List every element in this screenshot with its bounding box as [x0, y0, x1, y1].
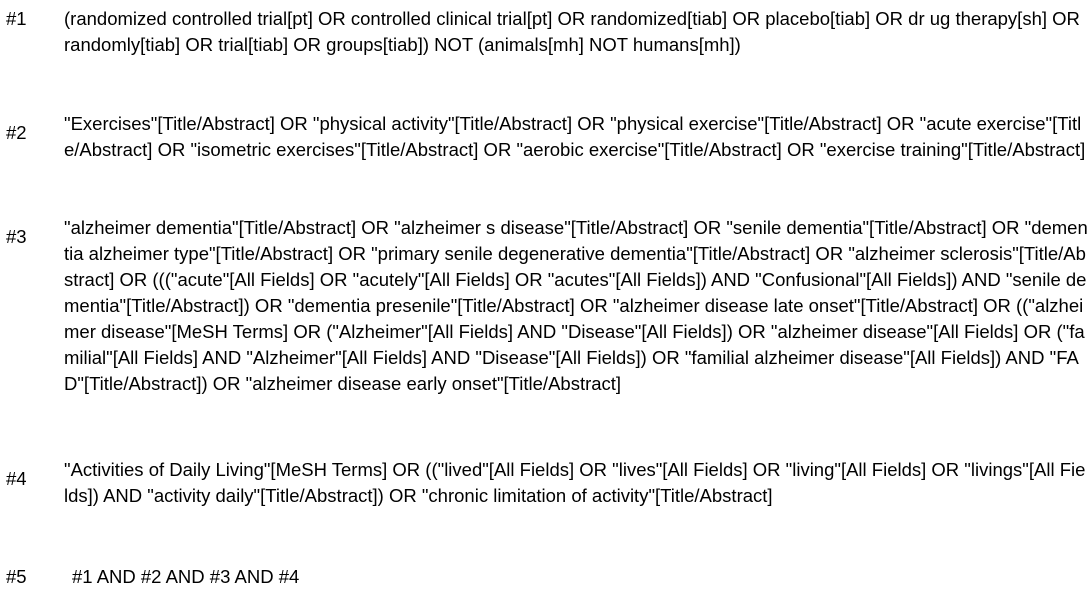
- search-query: "alzheimer dementia"[Title/Abstract] OR "alzheimer s disease"[Title/Abstract] OR "senile dementia"[Title/Abstract] OR "dementia alzheimer type"[Title/Abstract] OR "primary senile degenerative dementia"[Title/Abstract] OR "alzheimer sclerosis"[Title/Abstract] OR ((("acute"[All Fields] OR "acutely"[All Fields] OR "acutes"[All Fields]) AND "Confusional"[All Fields]) AND "senile dementia"[Title/Abstract]) OR "dementia presenile"[Title/Abstract] OR "alzheimer disease late onset"[Title/Abstract] OR (("alzheimer disease"[MeSH Terms] OR ("Alzheimer"[All Fields] AND "Disease"[All Fields]) OR "alzheimer disease"[All Fields] OR ("familial"[All Fields] AND "Alzheimer"[All Fields] AND "Disease"[All Fields]) OR "familial alzheimer disease"[All Fields]) AND "FAD"[Title/Abstract]) OR "alzheimer disease early onset"[Title/Abstract]: [64, 217, 1088, 394]
- search-number: #4: [6, 468, 27, 489]
- search-number: #1: [6, 8, 27, 29]
- search-number: #5: [6, 566, 27, 587]
- search-query: "Activities of Daily Living"[MeSH Terms] OR (("lived"[All Fields] OR "lives"[All Fields] OR "living"[All Fields] OR "livings"[All Fields]) AND "activity daily"[Title/Abstract]) OR "chronic limitation of activity"[Title/Abstract]: [64, 459, 1086, 506]
- search-number: #3: [6, 226, 27, 247]
- search-query: (randomized controlled trial[pt] OR controlled clinical trial[pt] OR randomized[tiab] OR placebo[tiab] OR dr ug therapy[sh] OR randomly[tiab] OR trial[tiab] OR groups[tiab]) NOT (animals[mh] NOT humans[mh]): [64, 8, 1080, 55]
- search-query: "Exercises"[Title/Abstract] OR "physical activity"[Title/Abstract] OR "physical exercise"[Title/Abstract] OR "acute exercise"[Title/Abstract] OR "isometric exercises"[Title/Abstract] OR "aerobic exercise"[Title/Abstract] OR "exercise training"[Title/Abstract]: [64, 113, 1086, 160]
- search-query: #1 AND #2 AND #3 AND #4: [72, 566, 300, 587]
- search-number: #2: [6, 122, 27, 143]
